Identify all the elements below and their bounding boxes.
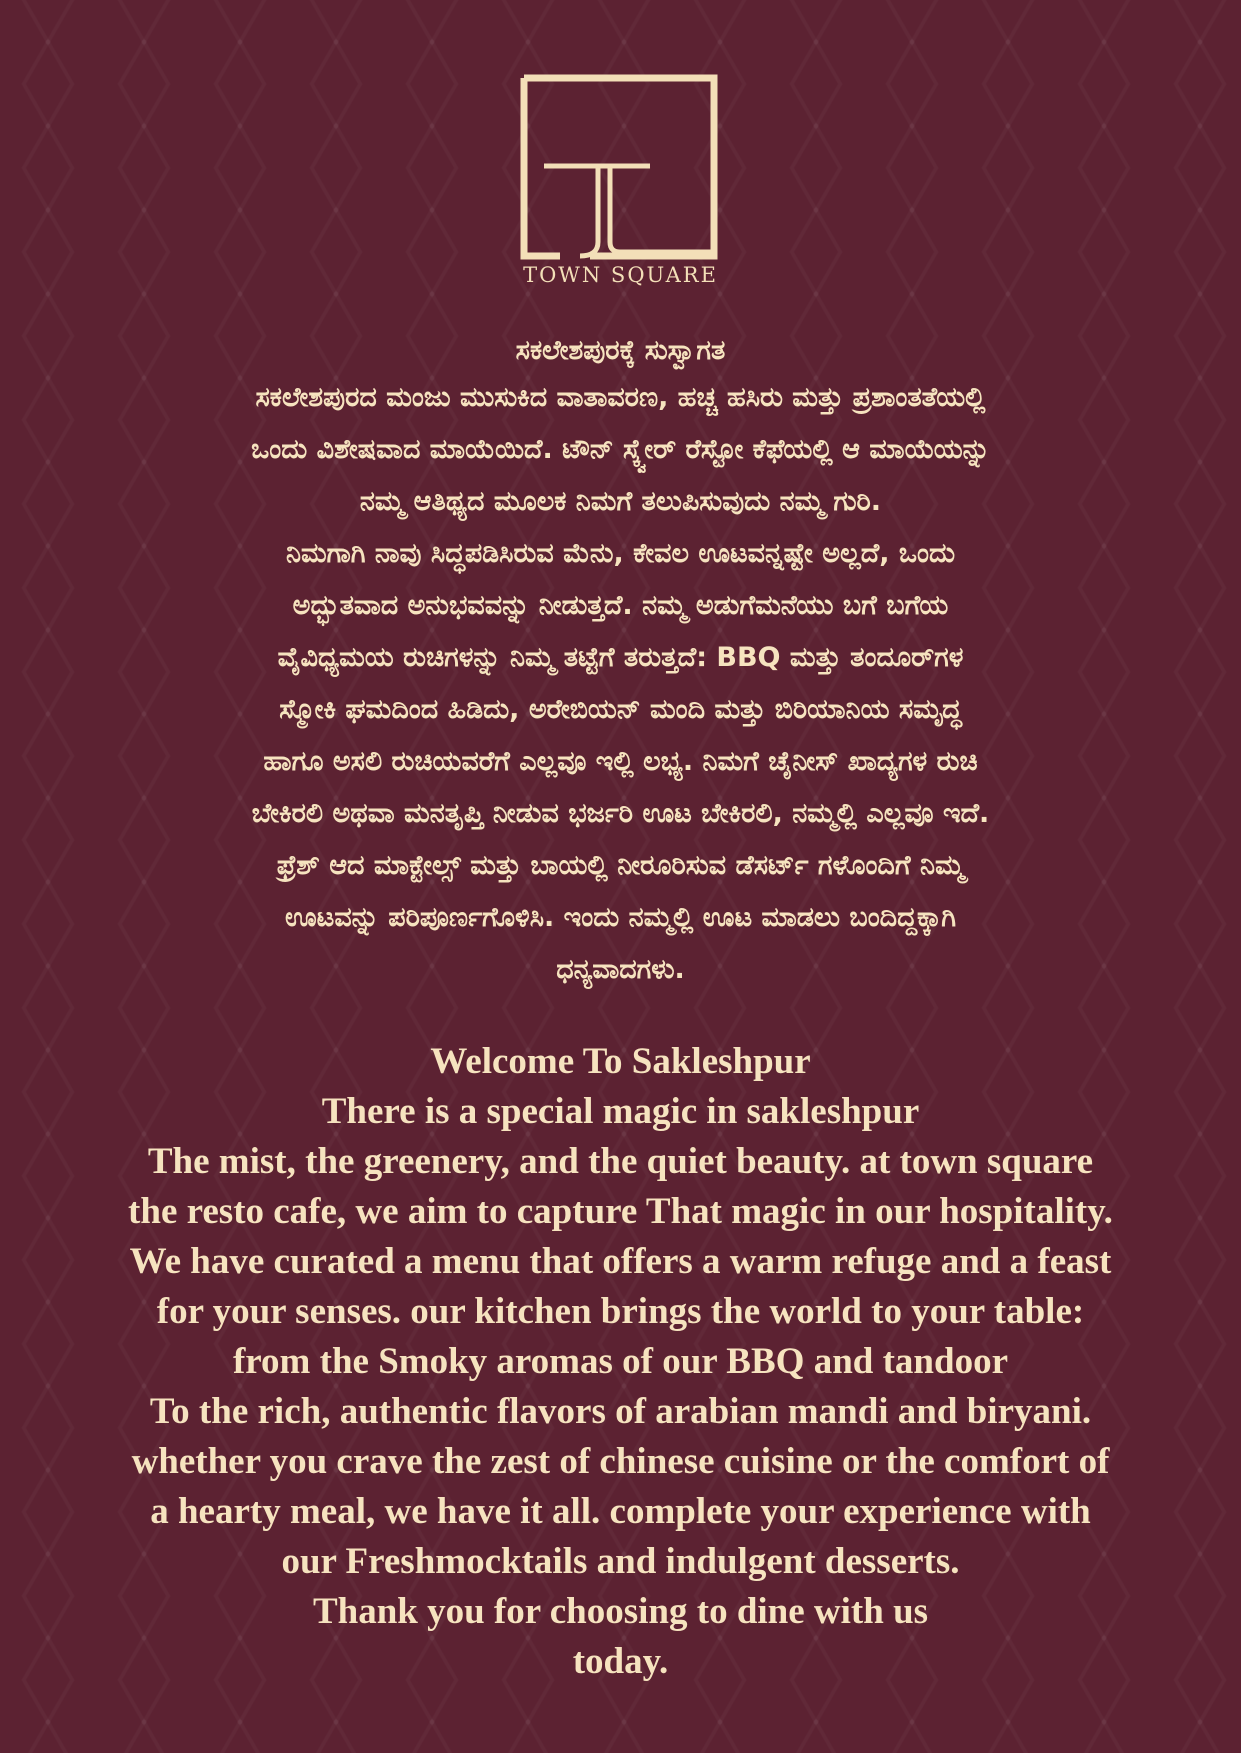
kannada-line: ನಿಮಗಾಗಿ ನಾವು ಸಿದ್ಧಪಡಿಸಿರುವ ಮೆನು, ಕೇವಲ ಊಟವನ್ನಷ್ಟೇ ಅಲ್ಲದೆ, ಒಂದು bbox=[285, 538, 956, 569]
kannada-line: ಸ್ಮೋಕಿ ಘಮದಿಂದ ಹಿಡಿದು, ಅರೇಬಿಯನ್ ಮಂದಿ ಮತ್ತು ಬಿರಿಯಾನಿಯ ಸಮೃದ್ಧ bbox=[279, 694, 962, 725]
kannada-line: ವೈವಿಧ್ಯಮಯ ರುಚಿಗಳನ್ನು ನಿಮ್ಮ ತಟ್ಟೆಗೆ ತರುತ್ತದೆ: BBQ ಮತ್ತು ತಂದೂರ್‌ಗಳ bbox=[277, 642, 964, 673]
kannada-line: ನಮ್ಮ ಆತಿಥ್ಯದ ಮೂಲಕ ನಿಮಗೆ ತಲುಪಿಸುವುದು ನಮ್ಮ ಗುರಿ. bbox=[359, 486, 882, 517]
kannada-welcome-text bbox=[60, 330, 1181, 996]
kannada-heading: ಸಕಲೇಶಪುರಕ್ಕೆ ಸುಸ್ವಾಗತ bbox=[515, 335, 726, 366]
english-line: a hearty meal, we have it all. complete your experience with bbox=[150, 1491, 1091, 1532]
kannada-line: ಒಂದು ವಿಶೇಷವಾದ ಮಾಯೆಯಿದೆ. ಟೌನ್ ಸ್ಕ್ವೇರ್ ರೆಸ್ಟೋ ಕೆಫೆಯಲ್ಲಿ ಆ ಮಾಯೆಯನ್ನು bbox=[251, 434, 990, 465]
english-line: Thank you for choosing to dine with us bbox=[312, 1591, 929, 1632]
english-line: today. bbox=[572, 1641, 669, 1682]
kannada-line: ಹಾಗೂ ಅಸಲಿ ರುಚಿಯವರೆಗೆ ಎಲ್ಲವೂ ಇಲ್ಲಿ ಲಭ್ಯ. ನಿಮಗೆ ಚೈನೀಸ್ ಖಾದ್ಯಗಳ ರುಚಿ bbox=[263, 746, 978, 777]
english-line: from the Smoky aromas of our BBQ and tandoor bbox=[232, 1341, 1008, 1382]
english-line: There is a special magic in sakleshpur bbox=[321, 1091, 920, 1132]
kannada-line: ಧನ್ಯವಾದಗಳು. bbox=[556, 954, 685, 985]
brand-name: TOWN SQUARE bbox=[523, 263, 718, 287]
kannada-line: ಅದ್ಭುತವಾದ ಅನುಭವವನ್ನು ನೀಡುತ್ತದೆ. ನಮ್ಮ ಅಡುಗೆಮನೆಯು ಬಗೆ ಬಗೆಯ bbox=[292, 590, 949, 621]
town-square-t-logo-icon bbox=[520, 74, 718, 260]
english-line: for your senses. our kitchen brings the world to your table: bbox=[156, 1291, 1085, 1332]
english-welcome-text bbox=[40, 1037, 1201, 1687]
english-line: To the rich, authentic flavors of arabian mandi and biryani. bbox=[149, 1391, 1092, 1432]
english-heading: Welcome To Sakleshpur bbox=[430, 1041, 811, 1082]
kannada-line: ಫ್ರೆಶ್ ಆದ ಮಾಕ್ಟೇಲ್ಸ್ ಮತ್ತು ಬಾಯಲ್ಲಿ ನೀರೂರಿಸುವ ಡೆಸರ್ಟ್ ಗಳೊಂದಿಗೆ ನಿಮ್ಮ bbox=[276, 850, 965, 881]
kannada-line: ಊಟವನ್ನು ಪರಿಪೂರ್ಣಗೊಳಿಸಿ. ಇಂದು ನಮ್ಮಲ್ಲಿ ಊಟ ಮಾಡಲು ಬಂದಿದ್ದಕ್ಕಾಗಿ bbox=[284, 902, 957, 933]
kannada-line: ಬೇಕಿರಲಿ ಅಥವಾ ಮನತೃಪ್ತಿ ನೀಡುವ ಭರ್ಜರಿ ಊಟ ಬೇಕಿರಲಿ, ನಮ್ಮಲ್ಲಿ ಎಲ್ಲವೂ ಇದೆ. bbox=[251, 798, 990, 829]
english-line: our Freshmocktails and indulgent desserts. bbox=[281, 1541, 960, 1582]
english-line: The mist, the greenery, and the quiet beauty. at town square bbox=[147, 1141, 1094, 1182]
english-line: the resto cafe, we aim to capture That magic in our hospitality. bbox=[128, 1191, 1113, 1232]
english-line: whether you crave the zest of chinese cuisine or the comfort of bbox=[131, 1441, 1110, 1482]
english-line: We have curated a menu that offers a warm refuge and a feast bbox=[129, 1241, 1112, 1282]
kannada-line: ಸಕಲೇಶಪುರದ ಮಂಜು ಮುಸುಕಿದ ವಾತಾವರಣ, ಹಚ್ಚ ಹಸಿರು ಮತ್ತು ಪ್ರಶಾಂತತೆಯಲ್ಲಿ bbox=[255, 382, 986, 413]
